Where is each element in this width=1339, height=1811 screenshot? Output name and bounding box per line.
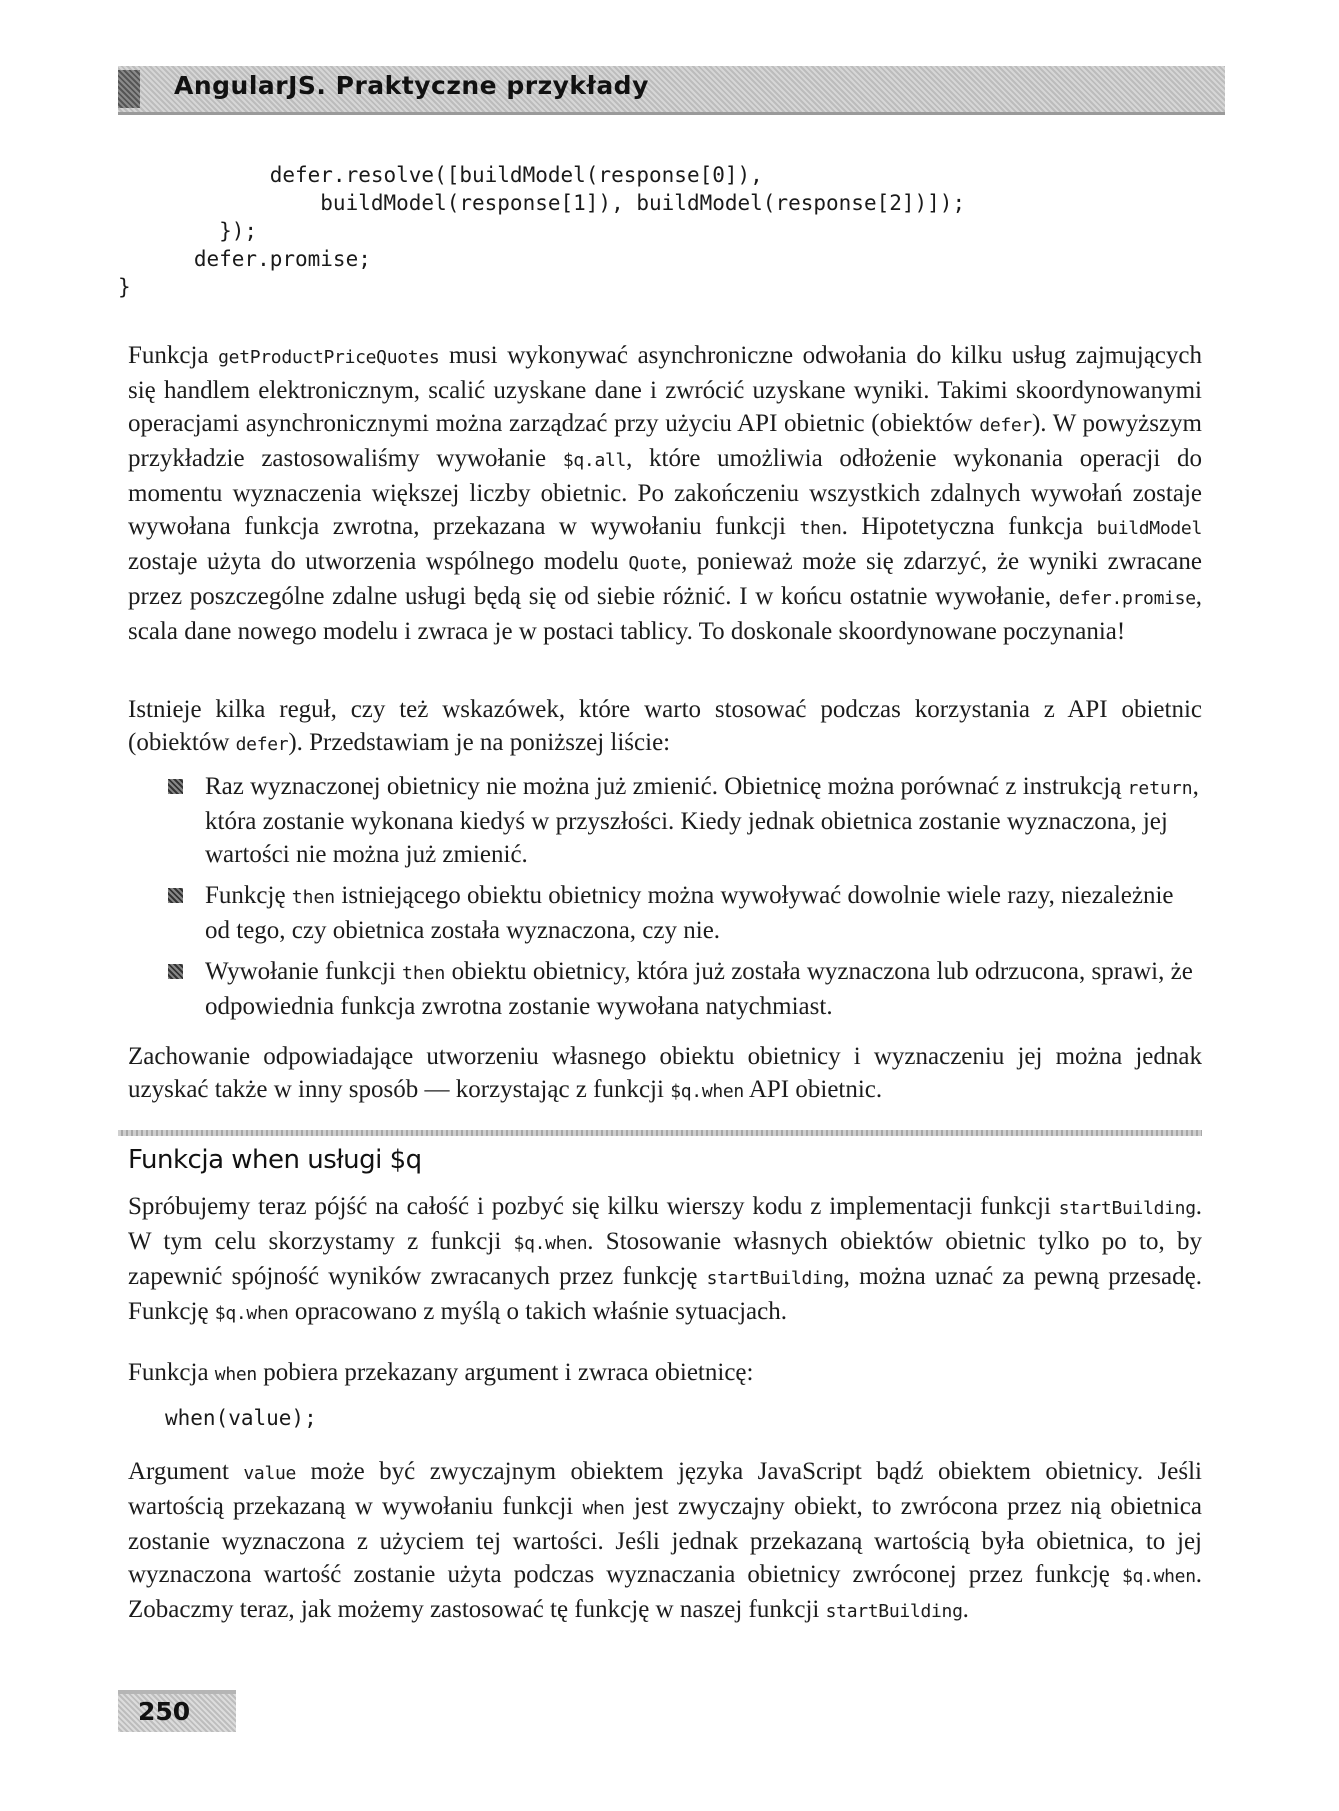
inline-code: $q.when xyxy=(214,1303,289,1324)
list-item-text: Raz wyznaczonej obietnicy nie można już zmienić. Obietnicę można porównać z instrukcją return, która zostanie wykonana kiedyś w przyszłości. Kiedy jednak obietnica zostanie wyznaczona, jej wartości nie można już zmienić. xyxy=(205,773,1199,868)
header-marker xyxy=(118,70,140,108)
paragraph-promise-rules-intro: Istnieje kilka reguł, czy też wskazówek, które warto stosować podczas korzystania z API obietnic (obiektów defer). Przedstawiam je na poniższej liście: xyxy=(128,696,1202,756)
promise-rules-list xyxy=(168,770,1202,1031)
inline-code: Quote xyxy=(628,553,682,574)
inline-code: value xyxy=(243,1463,297,1484)
bullet-square-icon xyxy=(168,964,183,979)
inline-code: then xyxy=(402,963,446,984)
list-item xyxy=(168,955,1202,1023)
bullet-square-icon xyxy=(168,779,183,794)
inline-code: $q.all xyxy=(562,450,627,471)
inline-code: startBuilding xyxy=(825,1601,963,1622)
paragraph-get-product-price-quotes: Funkcja getProductPriceQuotes musi wykonywać asynchroniczne odwołania do kilku usług zajmujących się handlem elektronicznym, scalić uzyskane dane i zwrócić uzyskane wyniki. Takimi skoordynowanymi operacjami asynchronicznymi można zarządzać przy użyciu API obietnic (obiektów defer). W powyższym przykładzie zastosowaliśmy wywołanie $q.all, które umożliwia odłożenie wykonania operacji do momentu wyznaczenia większej liczby obietnic. Po zakończeniu wszystkich zdalnych wywołań zostaje wywołana funkcja zwrotna, przekazana w wywołaniu funkcji then. Hipotetyczna funkcja buildModel zostaje użyta do utworzenia wspólnego modelu Quote, ponieważ może się zdarzyć, że wyniki zwracane przez poszczególne zdalne usługi będą się od siebie różnić. I w końcu ostatnie wywołanie, defer.promise, scala dane nowego modelu i zwraca je w postaci tablicy. To doskonale skoordynowane poczynania! xyxy=(128,342,1203,645)
running-header xyxy=(118,66,1225,115)
list-item-text: Funkcję then istniejącego obiektu obietnicy można wywoływać dowolnie wiele razy, niezależnie od tego, czy obietnica została wyznaczona, czy nie. xyxy=(205,882,1174,944)
inline-code: when xyxy=(214,1364,257,1385)
page-number-box xyxy=(118,1690,236,1732)
inline-code: defer xyxy=(979,415,1032,436)
paragraph-value-argument: Argument value może być zwyczajnym obiektem języka JavaScript bądź obiektem obietnicy. Jeśli wartością przekazaną w wywołaniu funkcji when jest zwyczajny obiekt, to zwrócona przez nią obietnica zostanie wyznaczona z użyciem tej wartości. Jeśli jednak przekazaną wartością była obietnica, to jej wyznaczona wartość zostanie użyta podczas wyznaczania obietnicy zwróconej przez funkcję $q.when. Zobaczmy teraz, jak możemy zastosować tę funkcję w naszej funkcji startBuilding. xyxy=(128,1458,1203,1623)
paragraph-when-function: Funkcja when pobiera przekazany argument i zwraca obietnicę: xyxy=(128,1359,754,1386)
paragraph-q-when-intro: Zachowanie odpowiadające utworzeniu własnego obiektu obietnicy i wyznaczeniu jej można jednak uzyskać także w inny sposób — korzystając z funkcji $q.when API obietnic. xyxy=(128,1043,1202,1103)
book-title: AngularJS. Praktyczne przykłady xyxy=(174,71,649,100)
inline-code: then xyxy=(291,887,336,908)
inline-code: when xyxy=(582,1498,625,1519)
bullet-square-icon xyxy=(168,888,183,903)
inline-code: return xyxy=(1127,778,1193,799)
list-item xyxy=(168,770,1202,871)
section-divider xyxy=(118,1130,1202,1136)
inline-code: startBuilding xyxy=(706,1268,844,1289)
inline-code: $q.when xyxy=(513,1233,588,1254)
inline-code: then xyxy=(799,518,842,539)
inline-code: $q.when xyxy=(1121,1566,1196,1587)
inline-code: getProductPriceQuotes xyxy=(218,347,440,368)
inline-code: defer xyxy=(235,734,289,755)
code-listing-top: defer.resolve([buildModel(response[0]), buildModel(response[1]), buildModel(response[2])]); }); defer.promise; } xyxy=(118,163,966,299)
inline-code: $q.when xyxy=(670,1081,744,1102)
paragraph-start-building: Spróbujemy teraz pójść na całość i pozbyć się kilku wierszy kodu z implementacji funkcji startBuilding. W tym celu skorzystamy z funkcji $q.when. Stosowanie własnych obiektów obietnic tylko po to, by zapewnić spójność wyników zwracanych przez funkcję startBuilding, można uznać za pewną przesadę. Funkcję $q.when opracowano z myślą o takich właśnie sytuacjach. xyxy=(128,1193,1202,1325)
section-heading: Funkcja when usługi $q xyxy=(128,1145,422,1175)
list-item-text: Wywołanie funkcji then obiektu obietnicy, która już została wyznaczona lub odrzucona, sprawi, że odpowiednia funkcja zwrotna zostanie wywołana natychmiast. xyxy=(205,958,1193,1020)
list-item xyxy=(168,879,1202,947)
inline-code: startBuilding xyxy=(1058,1198,1196,1219)
page-number: 250 xyxy=(138,1697,191,1726)
inline-code: buildModel xyxy=(1096,518,1202,539)
code-listing-when: when(value); xyxy=(165,1406,317,1430)
inline-code: defer.promise xyxy=(1058,588,1196,609)
